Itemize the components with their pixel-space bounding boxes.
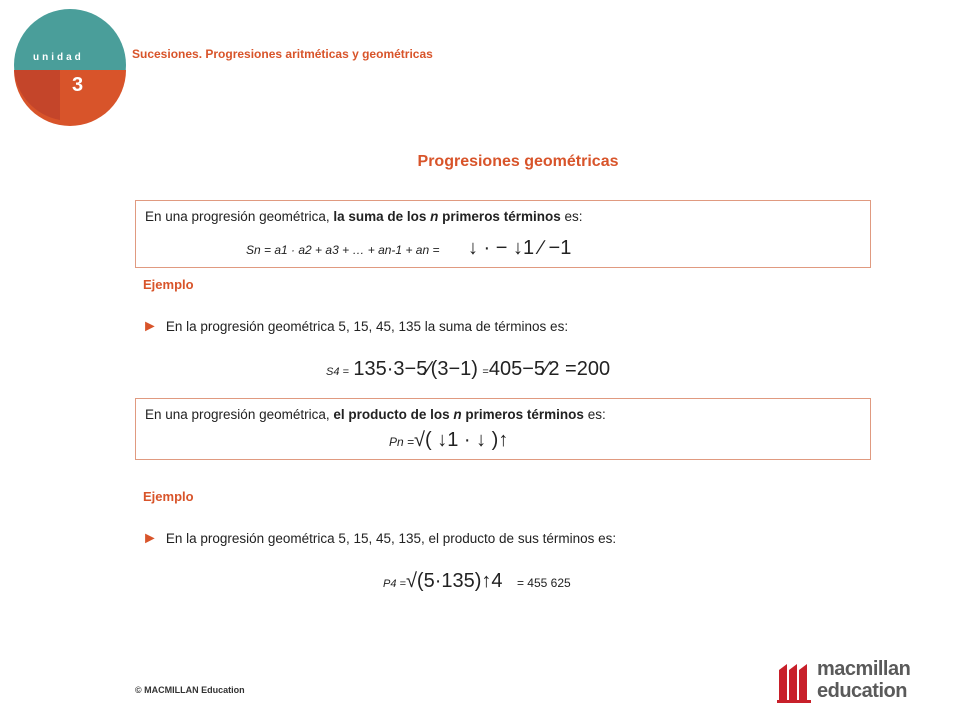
- product-formula-right: √( ↓1 · ↓ )↑: [414, 429, 509, 451]
- bullet-arrow-icon: ►: [142, 318, 158, 335]
- product-formula-prefix: Pn =: [389, 435, 415, 449]
- product-definition-text: [145, 407, 606, 422]
- example2-row: [142, 530, 616, 548]
- unit-badge: [0, 0, 140, 150]
- example1-label: Ejemplo: [143, 277, 194, 292]
- example2-formula-big: √(5·135)↑4: [405, 570, 503, 592]
- product-definition-box: [135, 398, 871, 460]
- product-text-bold: el producto de los n primeros términos: [333, 407, 584, 422]
- example1-formula-part2: 405−5∕2 =200: [488, 358, 611, 380]
- copyright: © MACMILLAN Education: [135, 685, 245, 695]
- example1-row: [142, 318, 568, 336]
- example2-formula-result: = 455 625: [516, 576, 571, 590]
- example2-formula-prefix: P4 =: [383, 578, 406, 590]
- sum-formula-right: ↓ · − ↓1 ∕ −1: [467, 237, 572, 259]
- macmillan-logo-icon: [777, 660, 813, 704]
- unidad-number: 3: [72, 74, 84, 96]
- bullet-arrow-icon: ►: [142, 530, 158, 547]
- sum-definition-text: [145, 209, 582, 224]
- example2-text: En la progresión geométrica 5, 15, 45, 135, el producto de sus términos es:: [165, 531, 617, 546]
- logo-line2: education: [817, 680, 907, 702]
- logo-line1: macmillan: [817, 658, 911, 680]
- sum-formula: [246, 237, 571, 260]
- example1-formula-prefix: S4 =: [326, 366, 349, 378]
- sum-text-before: En una progresión geométrica,: [145, 209, 334, 224]
- product-formula: [389, 429, 508, 452]
- macmillan-logo: [777, 658, 911, 708]
- example1-formula: [326, 358, 610, 381]
- product-text-after: es:: [583, 407, 606, 422]
- sum-text-after: es:: [560, 209, 583, 224]
- product-text-before: En una progresión geométrica,: [145, 407, 334, 422]
- example1-formula-eq: =: [482, 366, 489, 378]
- section-title: Progresiones geométricas: [417, 153, 619, 170]
- example2-label: Ejemplo: [143, 489, 194, 504]
- unit-badge-graphic: [0, 0, 140, 150]
- example1-formula-part1: 135·3−5∕(3−1): [353, 358, 478, 380]
- header-title: Sucesiones. Progresiones aritméticas y geométricas: [132, 47, 433, 61]
- sum-definition-box: [135, 200, 871, 268]
- macmillan-logo-text: [817, 658, 910, 702]
- sum-formula-left: Sn = a1 · a2 + a3 + … + an-1 + an =: [246, 243, 440, 257]
- unidad-label: unidad: [33, 52, 84, 63]
- example2-formula: [383, 570, 571, 593]
- sum-text-bold: la suma de los n primeros términos: [333, 209, 561, 224]
- example1-text: En la progresión geométrica 5, 15, 45, 135 la suma de términos es:: [165, 319, 569, 334]
